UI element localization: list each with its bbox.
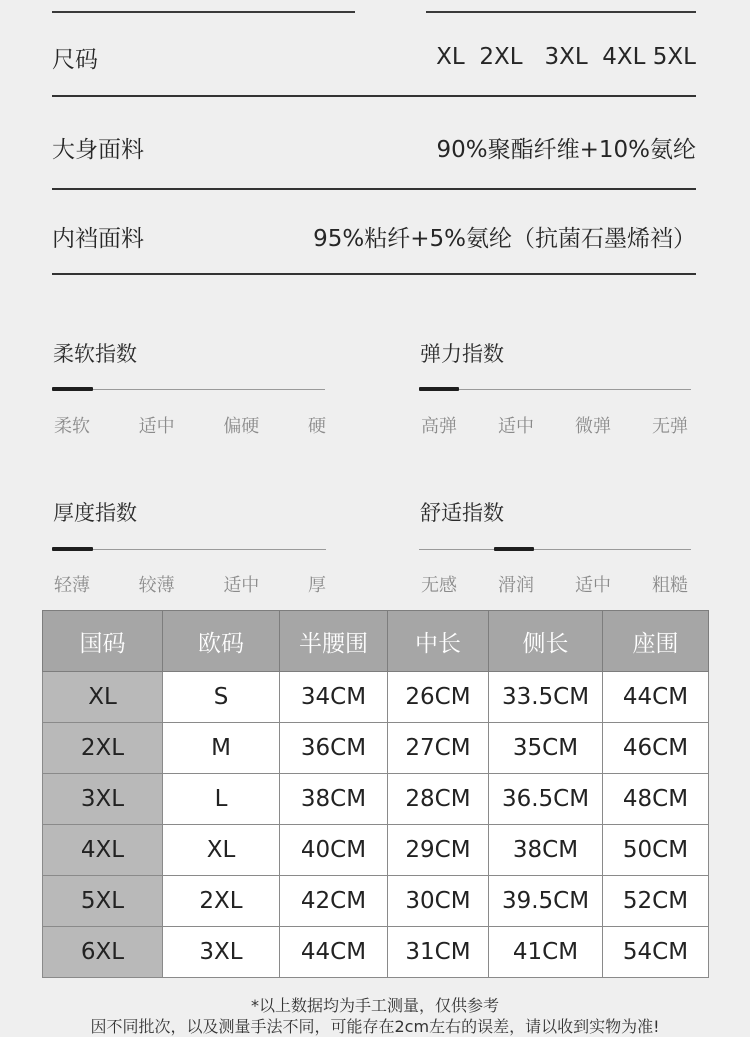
- table-cell: 38CM: [489, 825, 603, 876]
- column-header: 侧长: [489, 611, 603, 672]
- table-row: [43, 723, 709, 774]
- option-label: 高弹: [421, 416, 457, 437]
- table-row: [43, 774, 709, 825]
- option-label: 硬: [307, 416, 326, 437]
- table-header-row: [43, 611, 709, 672]
- table-cell: 27CM: [388, 723, 489, 774]
- table-cell: 2XL: [43, 723, 163, 774]
- option-label: 粗糙: [652, 575, 688, 596]
- column-header: 中长: [388, 611, 489, 672]
- table-cell: L: [163, 774, 280, 825]
- table-cell: 34CM: [280, 672, 388, 723]
- comfort-index-marker: [494, 547, 534, 551]
- table-cell: 26CM: [388, 672, 489, 723]
- table-cell: 46CM: [603, 723, 709, 774]
- thickness-index-marker: [52, 547, 93, 551]
- spec-label: 大身面料: [52, 136, 144, 163]
- divider: [52, 273, 696, 275]
- elasticity-index-marker: [419, 387, 459, 391]
- table-cell: 3XL: [163, 927, 280, 978]
- table-cell: 50CM: [603, 825, 709, 876]
- option-label: 适中: [138, 416, 175, 437]
- spec-value: 95%粘纤+5%氨纶（抗菌石墨烯裆）: [313, 225, 696, 252]
- spec-row-body-fabric: [52, 128, 696, 166]
- table-cell: 6XL: [43, 927, 163, 978]
- divider: [52, 95, 696, 97]
- option-label: 偏硬: [223, 416, 260, 437]
- error-disclaimer: 因不同批次，以及测量手法不同，可能存在2cm左右的误差，请以收到实物为准!: [90, 1017, 660, 1036]
- option-label: 滑润: [498, 575, 534, 596]
- table-cell: 52CM: [603, 876, 709, 927]
- softness-index-options: [54, 412, 326, 438]
- table-cell: 30CM: [388, 876, 489, 927]
- option-label: 轻薄: [54, 575, 90, 596]
- table-cell: 31CM: [388, 927, 489, 978]
- table-cell: 28CM: [388, 774, 489, 825]
- table-cell: 42CM: [280, 876, 388, 927]
- comfort-index-title: 舒适指数: [420, 501, 504, 525]
- table-cell: 41CM: [489, 927, 603, 978]
- table-cell: 48CM: [603, 774, 709, 825]
- table-cell: 39.5CM: [489, 876, 603, 927]
- top-divider-right: [426, 11, 696, 13]
- spec-row-crotch-fabric: [52, 217, 696, 255]
- table-cell: S: [163, 672, 280, 723]
- thickness-index-title: 厚度指数: [53, 501, 137, 525]
- table-cell: M: [163, 723, 280, 774]
- table-cell: 54CM: [603, 927, 709, 978]
- column-header: 座围: [603, 611, 709, 672]
- table-cell: 35CM: [489, 723, 603, 774]
- table-cell: 36.5CM: [489, 774, 603, 825]
- softness-index-title: 柔软指数: [53, 342, 137, 366]
- option-label: 较薄: [138, 575, 175, 596]
- spec-value: 90%聚酯纤维+10%氨纶: [436, 136, 696, 163]
- table-cell: 40CM: [280, 825, 388, 876]
- elasticity-index-track: [419, 389, 691, 390]
- table-cell: 5XL: [43, 876, 163, 927]
- elasticity-index-title: 弹力指数: [420, 342, 504, 366]
- spec-value: XL 2XL 3XL 4XL 5XL: [436, 44, 696, 70]
- table-cell: 44CM: [603, 672, 709, 723]
- comfort-index-options: [421, 571, 688, 597]
- thickness-index-options: [54, 571, 326, 597]
- table-cell: 3XL: [43, 774, 163, 825]
- option-label: 柔软: [54, 416, 90, 437]
- elasticity-index-options: [421, 412, 688, 438]
- table-cell: XL: [43, 672, 163, 723]
- table-cell: 2XL: [163, 876, 280, 927]
- table-row: [43, 876, 709, 927]
- option-label: 适中: [498, 416, 534, 437]
- measurement-note: *以上数据均为手工测量，仅供参考: [250, 996, 499, 1015]
- table-row: [43, 927, 709, 978]
- table-cell: 44CM: [280, 927, 388, 978]
- table-row: [43, 825, 709, 876]
- comfort-index-track: [419, 549, 691, 550]
- spec-label: 内裆面料: [52, 225, 144, 252]
- column-header: 欧码: [163, 611, 280, 672]
- option-label: 微弹: [575, 416, 611, 437]
- table-row: [43, 672, 709, 723]
- softness-index-marker: [52, 387, 93, 391]
- column-header: 国码: [43, 611, 163, 672]
- size-chart-table: [42, 610, 709, 978]
- table-cell: 4XL: [43, 825, 163, 876]
- table-cell: XL: [163, 825, 280, 876]
- table-cell: 38CM: [280, 774, 388, 825]
- table-cell: 36CM: [280, 723, 388, 774]
- table-cell: 33.5CM: [489, 672, 603, 723]
- option-label: 适中: [223, 575, 260, 596]
- option-label: 无感: [421, 575, 457, 596]
- table-cell: 29CM: [388, 825, 489, 876]
- column-header: 半腰围: [280, 611, 388, 672]
- option-label: 无弹: [652, 416, 688, 437]
- spec-row-size: [52, 38, 696, 76]
- top-divider-left: [52, 11, 355, 13]
- thickness-index-track: [52, 549, 326, 550]
- option-label: 适中: [575, 575, 611, 596]
- divider: [52, 188, 696, 190]
- spec-label: 尺码: [52, 46, 98, 73]
- option-label: 厚: [307, 575, 326, 596]
